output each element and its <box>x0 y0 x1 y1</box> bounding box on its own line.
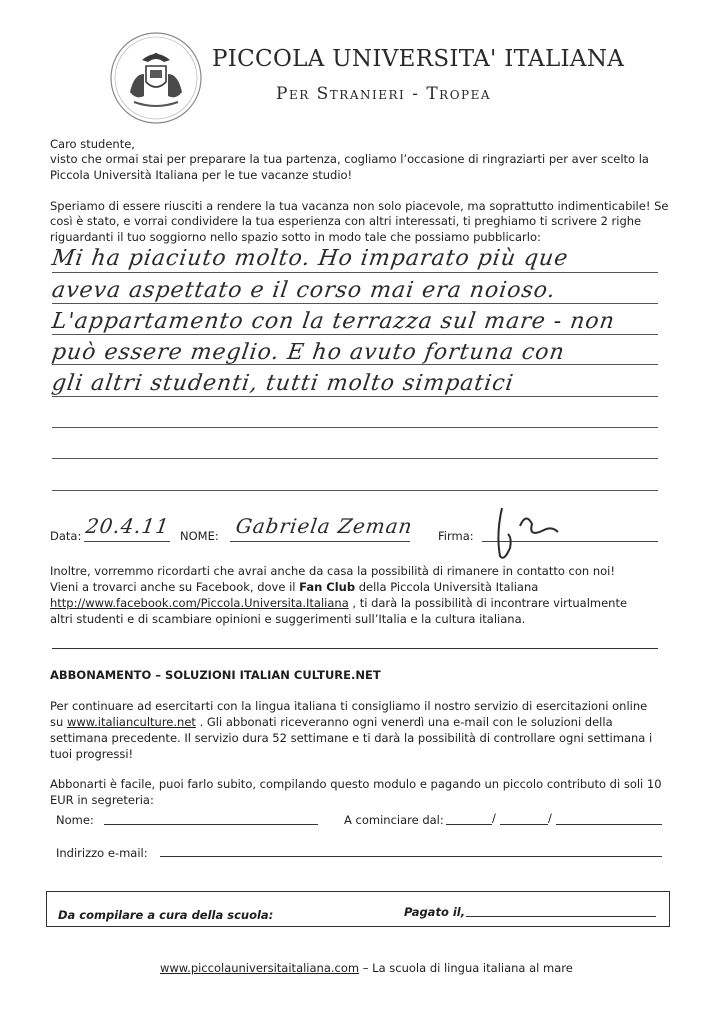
form-date-sep-1: / <box>492 811 496 825</box>
form-email-label: Indirizzo e-mail: <box>56 846 148 860</box>
handwriting-line-5: gli altri studenti, tutti molto simpatici <box>50 371 516 396</box>
pagato-label: Pagato il, <box>404 905 466 919</box>
footer-website-link[interactable]: www.piccolauniversitaitaliana.com <box>160 961 360 975</box>
form-date-month-field[interactable] <box>500 824 548 825</box>
subscription-heading: ABBONAMENTO – SOLUZIONI ITALIAN CULTURE.NET <box>50 668 381 682</box>
closing-line-2-a: Vieni a trovarci anche su Facebook, dove il <box>50 580 300 594</box>
facebook-link[interactable]: http://www.facebook.com/Piccola.Universita.Italiana <box>50 596 349 610</box>
subscription-line-1: Per continuare ad esercitarti con la lingua italiana ti consigliamo il nostro servizio di esercitazioni online <box>50 699 648 713</box>
closing-line-2 <box>50 579 538 595</box>
intro-line-2: Piccola Università Italiana per le tue vacanze studio! <box>50 168 353 182</box>
subscription-line-2-b: . Gli abbonati riceveranno ogni venerdì una e-mail con le soluzioni della <box>195 715 613 729</box>
handwritten-signature <box>488 504 568 564</box>
footer-tagline: – La scuola di lingua italiana al mare <box>359 961 573 975</box>
writing-rule-3 <box>52 334 658 335</box>
form-date-day-field[interactable] <box>446 824 492 825</box>
closing-line-3 <box>50 595 627 611</box>
firma-label: Firma: <box>438 529 474 543</box>
handwriting-line-2: aveva aspettato e il corso mai era noioso. <box>50 278 558 303</box>
form-email-field[interactable] <box>160 856 662 857</box>
writing-rule-2 <box>52 303 658 304</box>
closing-line-3-rest: , ti darà la possibilità di incontrare virtualmente <box>348 596 628 610</box>
writing-rule-1 <box>52 272 658 273</box>
request-line-1: Speriamo di essere riusciti a rendere la tua vacanza non solo piacevole, ma soprattutto indimenticabile! Se <box>50 199 669 213</box>
date-value: 20.4.11 <box>84 514 172 538</box>
closing-line-1: Inoltre, vorremmo ricordarti che avrai anche da casa la possibilità di rimanere in contatto con noi! <box>50 564 615 578</box>
form-cominciare-label: A cominciare dal: <box>344 813 444 827</box>
handwriting-line-3: L'appartamento con la terrazza sul mare - non <box>50 309 617 334</box>
request-line-3: riguardanti il tuo soggiorno nello spazio sotto in modo tale che possiamo pubblicarlo: <box>50 230 541 244</box>
date-underline <box>84 541 170 542</box>
form-date-sep-2: / <box>548 811 552 825</box>
subscription-line-6: EUR in segreteria: <box>50 793 154 807</box>
school-title: PICCOLA UNIVERSITA' ITALIANA <box>212 46 625 72</box>
subscription-line-4: tuoi progressi! <box>50 747 134 761</box>
request-line-2: così è stato, e vorrai condividere la tua esperienza con altri interessati, ti preghiamo ti scrivere 2 righe <box>50 214 642 228</box>
form-nome-label: Nome: <box>56 813 94 827</box>
nome-label: NOME: <box>180 529 219 543</box>
date-label: Data: <box>50 529 82 543</box>
subscription-line-3: settimana precedente. Il servizio dura 52 settimane e ti darà la possibilità di controllare ogni settimana i <box>50 731 653 745</box>
closing-line-2-b: della Piccola Università Italiana <box>355 580 539 594</box>
form-nome-field[interactable] <box>104 824 318 825</box>
subscription-line-5: Abbonarti è facile, puoi farlo subito, compilando questo modulo e pagando un piccolo contributo di soli 10 <box>50 777 662 791</box>
subscription-line-2 <box>50 714 613 730</box>
fan-club-label: Fan Club <box>299 580 356 594</box>
handwriting-line-4: può essere meglio. E ho avuto fortuna con <box>50 340 567 365</box>
form-date-year-field[interactable] <box>556 824 662 825</box>
writing-rule-7 <box>52 458 658 459</box>
crest-with-eagle-and-lions-icon <box>108 30 204 126</box>
greeting: Caro studente, <box>50 137 135 151</box>
writing-rule-6 <box>52 427 658 428</box>
intro-line-1: visto che ormai stai per preparare la tua partenza, cogliamo l’occasione di ringraziarti per aver scelto la <box>50 152 649 166</box>
section-divider <box>52 648 658 649</box>
school-use-label: Da compilare a cura della scuola: <box>58 908 274 922</box>
pagato-field[interactable] <box>466 916 656 917</box>
footer <box>160 961 573 975</box>
nome-value: Gabriela Zeman <box>234 514 415 538</box>
logo-crest <box>108 30 204 126</box>
subscription-line-2-a: su <box>50 715 67 729</box>
school-subtitle: Per Stranieri - Tropea <box>276 84 492 104</box>
handwriting-line-1: Mi ha piaciuto molto. Ho imparato più que <box>50 246 571 271</box>
italianculture-link[interactable]: www.italianculture.net <box>66 715 196 729</box>
writing-rule-8 <box>52 490 658 491</box>
nome-underline <box>230 541 410 542</box>
writing-rule-5 <box>52 396 658 397</box>
closing-line-4: altri studenti e di scambiare opinioni e suggerimenti sull’Italia e la cultura italiana. <box>50 612 526 626</box>
